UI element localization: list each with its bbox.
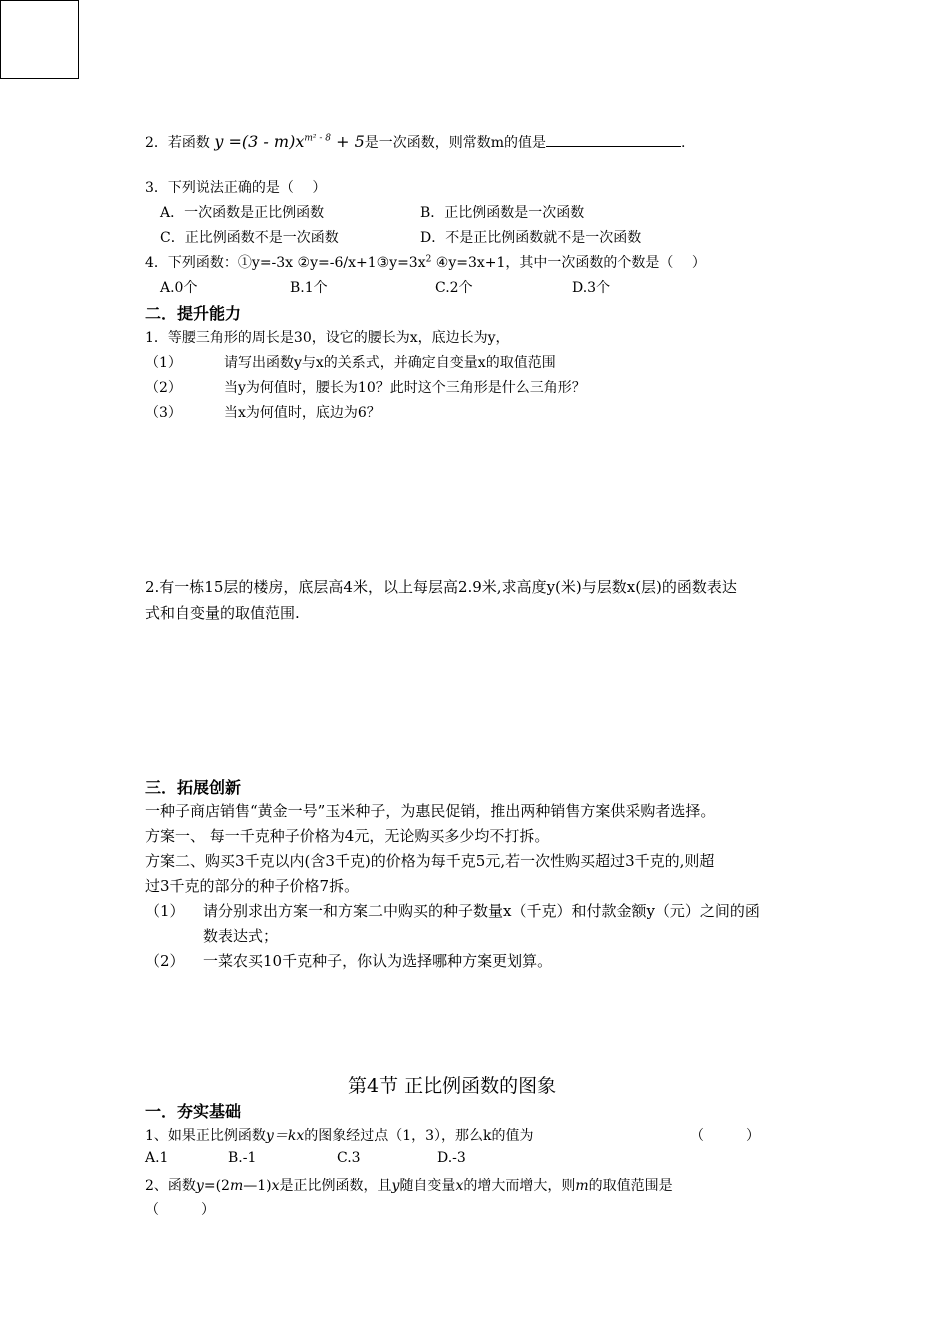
section3-heading: 三．拓展创新 bbox=[145, 778, 242, 797]
section2-item-3-num: （3） bbox=[145, 405, 182, 421]
section3-item1-text-cont: 数表达式； bbox=[203, 927, 279, 945]
q4-option-c: C.2个 bbox=[435, 280, 473, 296]
q3-option-a: A．一次函数是正比例函数 bbox=[160, 205, 325, 221]
section2-q2-line2: 式和自变量的取值范围. bbox=[145, 604, 300, 622]
section3-item1-text: 请分别求出方案一和方案二中购买的种子数量x（千克）和付款金额y（元）之间的函 bbox=[203, 902, 760, 920]
section2-item-2-text: 当y为何值时，腰长为10？此时这个三角形是什么三角形？ bbox=[224, 380, 586, 396]
section4-q2-paren: （ ） bbox=[145, 1202, 215, 1218]
q2-suffix: 是一次函数，则常数m的值是 bbox=[364, 135, 547, 151]
section2-item-1-num: （1） bbox=[145, 355, 182, 371]
section2-item-3-text: 当x为何值时，底边为6？ bbox=[224, 405, 381, 421]
q2-prefix: 2．若函数 bbox=[145, 135, 210, 151]
q4-stem: 4．下列函数：①y=-3x $②y=-6/x+1③y=3x^2$ ④y=3x+1，其中一次函数的个数是（ ） bbox=[145, 254, 706, 271]
q3-stem: 3．下列说法正确的是（ ） bbox=[145, 180, 327, 196]
q2-line: 2．若函数 $y =(3 - m)x^{m^2 - 8} + 5$是一次函数，则常数m的值是 . bbox=[145, 132, 686, 151]
section3-item2-num: （2） bbox=[145, 952, 185, 970]
q3-option-c: C．正比例函数不是一次函数 bbox=[160, 230, 339, 246]
section3-line1: 一种子商店销售“黄金一号”玉米种子，为惠民促销，推出两种销售方案供采购者选择。 bbox=[145, 802, 716, 820]
q2-answer-blank bbox=[546, 132, 681, 147]
section3-line3: 方案二、购买3千克以内(含3千克)的价格为每千克5元,若一次性购买超过3千克的,则超 bbox=[145, 852, 715, 870]
section4-q1-option-b: B.-1 bbox=[228, 1150, 257, 1166]
section4-title: 第4节 正比例函数的图象 bbox=[348, 1075, 557, 1097]
section2-q2-line1: 2.有一栋15层的楼房，底层高4米，以上每层高2.9米,求高度y(米)与层数x(层)的函数表达 bbox=[145, 578, 737, 596]
q4-option-b: B.1个 bbox=[290, 280, 328, 296]
q3-option-d: D．不是正比例函数就不是一次函数 bbox=[420, 230, 642, 246]
section3-item1-num: （1） bbox=[145, 902, 185, 920]
section4-q2: 2、函数y=(2m—1)x是正比例函数，且y随自变量x的增大而增大，则m的取值范围是 bbox=[145, 1178, 673, 1194]
section4-q1-option-d: D.-3 bbox=[437, 1150, 466, 1166]
section4-heading: 一．夯实基础 bbox=[145, 1102, 242, 1121]
section2-q1: 1．等腰三角形的周长是30，设它的腰长为x，底边长为y， bbox=[145, 330, 510, 346]
q4-option-a: A.0个 bbox=[160, 280, 198, 296]
q3-option-b: B．正比例函数是一次函数 bbox=[420, 205, 585, 221]
section4-q1: 1、如果正比例函数y＝kx的图象经过点（1，3），那么k的值为 bbox=[145, 1128, 534, 1144]
corner-box bbox=[0, 0, 79, 79]
section2-item-2-num: （2） bbox=[145, 380, 182, 396]
section3-item2-text: 一菜农买10千克种子，你认为选择哪种方案更划算。 bbox=[203, 952, 553, 970]
section3-line4: 过3千克的部分的种子价格7拆。 bbox=[145, 877, 360, 895]
section4-q1-paren: （ ） bbox=[690, 1128, 760, 1144]
section4-q1-option-a: A.1 bbox=[145, 1150, 169, 1166]
q2-formula: $y =(3 - m)x^{m^2 - 8} + 5$ bbox=[214, 132, 365, 151]
section2-heading: 二．提升能力 bbox=[145, 304, 242, 323]
section4-q1-option-c: C.3 bbox=[337, 1150, 361, 1166]
section2-item-1-text: 请写出函数y与x的关系式，并确定自变量x的取值范围 bbox=[224, 355, 556, 371]
q4-option-d: D.3个 bbox=[572, 280, 611, 296]
section3-line2: 方案一、 每一千克种子价格为4元，无论购买多少均不打拆。 bbox=[145, 827, 550, 845]
